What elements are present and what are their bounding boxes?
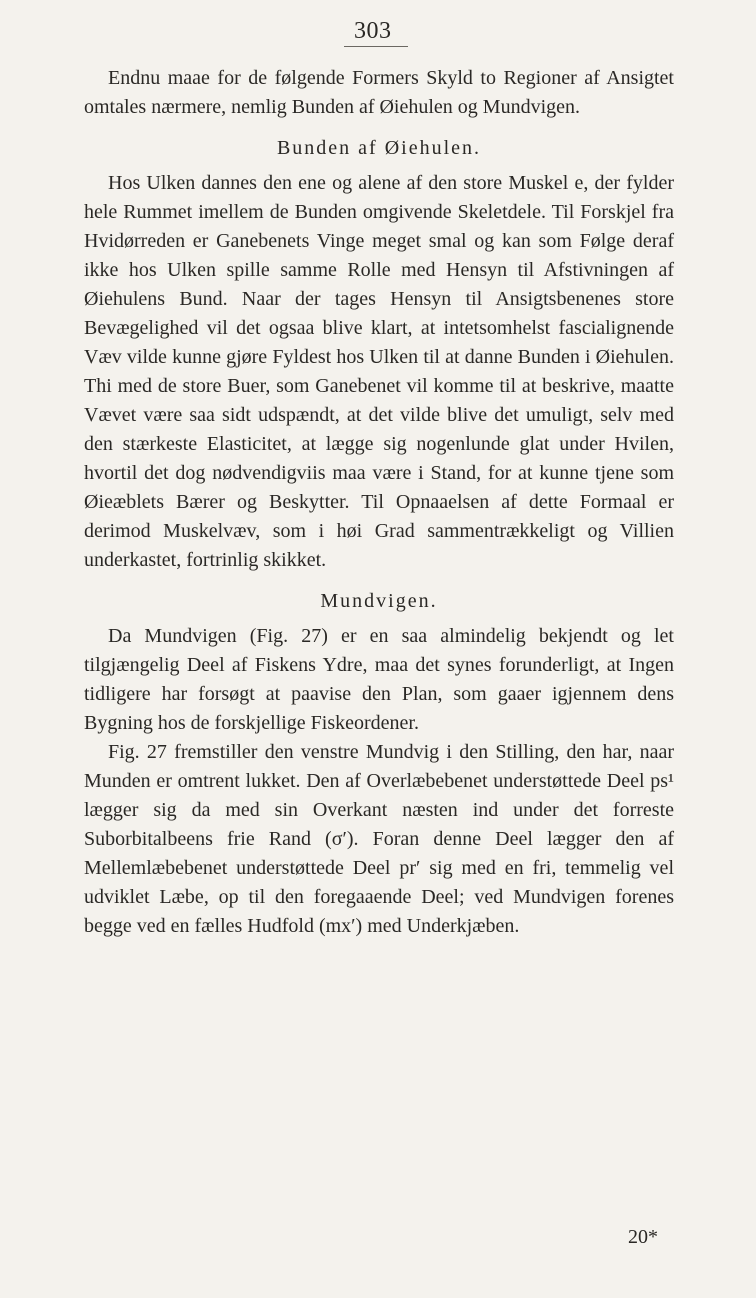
intro-paragraph: Endnu maae for de følgende Formers Skyld to Regioner af Ansigtet omtales nærmere, nemlig Bunden af Øiehulen og Mundvigen. (84, 67, 674, 118)
page-number: 303 (354, 18, 392, 44)
section-heading-mouth-corner: Mundvigen. (320, 590, 438, 612)
printer-signature-mark: 20* (628, 1226, 658, 1248)
section-heading-orbit-floor: Bunden af Øiehulen. (276, 137, 482, 159)
page-number-underline (344, 46, 408, 47)
paragraph-mouth-corner-intro: Da Mundvigen (Fig. 27) er en saa almindelig bekjendt og let tilgjængelig Deel af Fiskens Ydre, maa det synes forunderligt, at Ingen tidligere har forsøgt at paavise den Plan, som gaaer igjennem dens Bygning hos de forskjellige Fiskeordener. (84, 625, 674, 734)
body-text (84, 64, 674, 941)
paragraph-fig27: Fig. 27 fremstiller den venstre Mundvig i den Stilling, den har, naar Munden er omtrent lukket. Den af Overlæbebenet understøttede Deel ps¹ lægger sig da med sin Overkant næsten ind under det forreste Suborbitalbeens frie Rand (σ′). Foran denne Deel lægger den af Mellemlæbebenet understøttede Deel pr′ sig med en fri, temmelig vel udviklet Læbe, op til den foregaaende Deel; ved Mundvigen forenes begge ved en fælles Hudfold (mx′) med Underkjæben. (84, 741, 674, 937)
paragraph-orbit-floor: Hos Ulken dannes den ene og alene af den store Muskel e, der fylder hele Rummet imellem de Bunden omgivende Skeletdele. Til Forskjel fra Hvidørreden er Ganebenets Vinge meget smal og kan som Følge deraf ikke hos Ulken spille samme Rolle med Hensyn til Afstivningen af Øiehulens Bund. Naar der tages Hensyn til Ansigtsbenenes store Bevægelighed vil det ogsaa blive klart, at intetsomhelst fascialignende Væv vilde kunne gjøre Fyldest hos Ulken til at danne Bunden i Øiehulen. Thi med de store Buer, som Ganebenet vil komme til at beskrive, maatte Vævet være saa sidt udspændt, at det vilde blive det umuligt, selv med den stærkeste Elasticitet, at lægge sig nogenlunde glat under Hvilen, hvortil det dog nødvendigviis maa være i Stand, for at kunne tjene som Øieæblets Bærer og Beskytter. Til Opnaaelsen af dette Formaal er derimod Muskelvæv, som i høi Grad sammentrækkeligt og Villien underkastet, fortrinlig skikket. (84, 172, 674, 571)
